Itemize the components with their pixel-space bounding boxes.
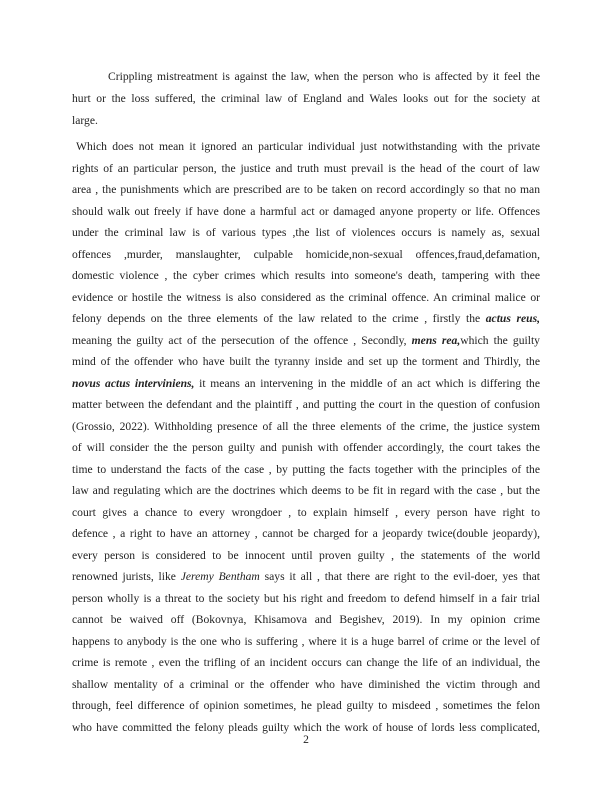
- paragraph-line: Crippling mistreatment is against the law, when the person who is affected by it feel the: [108, 70, 540, 83]
- paragraph-line: [72, 310, 540, 328]
- paragraph-line: Which does not mean it ignored an particular individual just notwithstanding with the private: [76, 140, 540, 153]
- paragraph-line: happens to anybody is the one who is suffering , where it is a huge barrel of crime or the level of: [72, 634, 540, 648]
- paragraph-line: time to understand the facts of the case , by putting the facts together with the principles of the: [72, 462, 540, 476]
- paragraph-line: law and regulating which are the doctrines which deems to be fit in regard with the case , but the: [72, 484, 540, 497]
- paragraph-line: under the criminal law is of various types ,the list of violences occurs is namely as, sexual: [72, 226, 540, 239]
- emphasis-term: actus reus,: [485, 312, 540, 325]
- jurist-name: Jeremy Bentham: [180, 570, 260, 583]
- paragraph-line: shallow mentality of a criminal or the offender who have diminished the victim through and: [72, 677, 540, 691]
- paragraph-line: of will consider the the person guilty and punish with offender accordingly, the court takes the: [72, 441, 540, 454]
- paragraph-line: [72, 332, 540, 350]
- paragraph-line: large.: [72, 114, 98, 127]
- text-run: renowned jurists, like: [72, 570, 181, 583]
- paragraph-line: every person is considered to be innocent until proven guilty , the statements of the world: [72, 548, 540, 562]
- paragraph-line: evidence or hostile the witness is also considered as the criminal offence. An criminal malice or: [72, 290, 540, 304]
- paragraph-line: defence , a right to have an attorney , cannot be charged for a jeopardy twice(double jeopardy),: [72, 527, 540, 540]
- paragraph-line: should walk out freely if have done a harmful act or damaged anyone property or life. Offences: [72, 204, 540, 218]
- emphasis-term: novus actus interviniens,: [72, 376, 195, 390]
- paragraph-line: mind of the offender who have built the tyranny inside and set up the torment and Thirdly, the: [72, 355, 540, 368]
- paragraph-line: rights of an particular person, the justice and truth must prevail is the head of the court of law: [72, 161, 540, 175]
- page-number: 2: [303, 733, 309, 746]
- paragraph-line: area , the punishments which are prescribed are to be taken on record accordingly so that no man: [72, 183, 540, 196]
- text-run: meaning the guilty act of the persecution of the offence , Secondly,: [72, 333, 412, 347]
- paragraph-line: matter between the defendant and the plaintiff , and putting the court in the question of confusion: [72, 398, 540, 411]
- paragraph-line: who have committed the felony pleads guilty which the work of house of lords less complicated,: [72, 720, 540, 734]
- text-run: which the guilty: [460, 333, 540, 347]
- paragraph-line: cannot be waived off (Bokovnya, Khisamova and Begishev, 2019). In my opinion crime: [72, 613, 540, 626]
- paragraph-line: through, feel difference of opinion sometimes, he plead guilty to misdeed , sometimes the felon: [72, 699, 540, 712]
- text-run: says it all , that there are right to the evil-doer, yes that: [259, 570, 541, 583]
- paragraph-line: [72, 375, 540, 393]
- emphasis-term: mens rea,: [411, 333, 461, 347]
- paragraph-line: (Grossio, 2022). Withholding presence of all the three elements of the crime, the justice system: [72, 419, 540, 433]
- text-run: it means an intervening in the middle of an act which is differing the: [194, 376, 540, 390]
- paragraph-line: person wholly is a threat to the society but his right and freedom to defend himself in a fair trial: [72, 591, 540, 605]
- text-run: felony depends on the three elements of the law related to the crime , firstly the: [72, 312, 486, 325]
- paragraph-line: crime is remote , even the trifling of an incident occurs can change the life of an individual, the: [72, 656, 540, 669]
- paragraph-line: domestic violence , the cyber crimes which results into someone's death, tampering with thee: [72, 269, 540, 282]
- paragraph-line: [72, 568, 540, 586]
- paragraph-line: hurt or the loss suffered, the criminal law of England and Wales looks out for the society at: [72, 92, 540, 105]
- paragraph-line: offences ,murder, manslaughter, culpable homicide,non-sexual offences,fraud,defamation,: [72, 247, 540, 261]
- paragraph-line: court gives a chance to every wrongdoer , to explain himself , every person have right to: [72, 505, 540, 519]
